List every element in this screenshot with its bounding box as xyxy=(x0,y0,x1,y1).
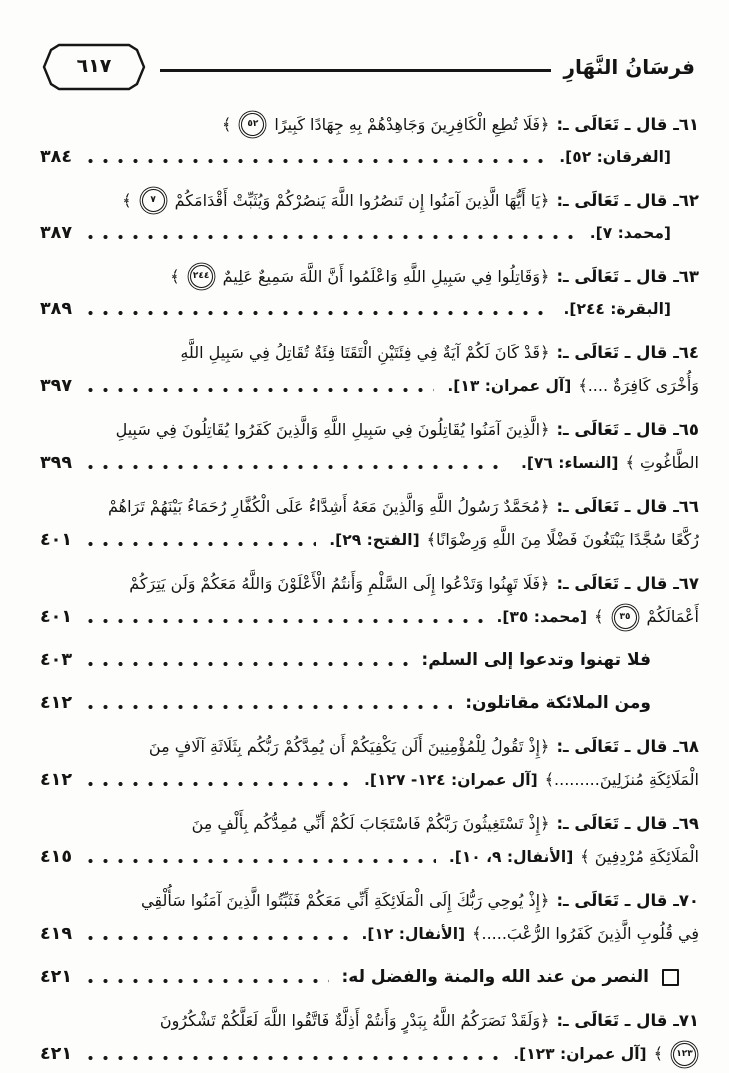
page-ref-number: ٤١٢ xyxy=(40,770,73,790)
square-bullet-icon xyxy=(662,969,679,986)
entry-line xyxy=(40,567,699,600)
page-ref-number: ٤١٥ xyxy=(40,847,73,867)
page-ref-number: ٤٠١ xyxy=(40,607,73,627)
page-ref-number: ٤٢١ xyxy=(40,1044,73,1064)
book-title: فرسَانُ النَّهَارِ xyxy=(563,55,695,79)
ayah-marker: ٣٥ xyxy=(614,606,637,629)
entry-line xyxy=(40,917,699,951)
verse-text: ﴿يَا أَيُّهَا الَّذِينَ آمَنُوا إِن تَنصُرُوا اللَّهَ يَنصُرْكُمْ وَيُثَبِّتْ أَقْدَامَكُمْ xyxy=(174,191,550,210)
page-ref-number: ٤١٩ xyxy=(40,924,73,944)
dot-leader xyxy=(83,661,408,667)
subheading-label: فلا تهنوا وتدعوا إلى السلم: xyxy=(421,650,651,670)
entry-line xyxy=(40,1037,699,1071)
entry-head: ٦٩ـ قال ـ تَعَالَى ـ: xyxy=(556,814,699,833)
toc-entry-62 xyxy=(40,184,699,250)
entry-line xyxy=(40,763,699,797)
entry-line xyxy=(40,807,699,840)
page-ref-number: ٣٨٤ xyxy=(40,147,73,167)
verse-text: الطَّاغُوتِ ﴾ xyxy=(625,453,699,472)
toc-entry-67 xyxy=(40,567,699,634)
entry-line xyxy=(40,108,699,141)
toc-bullet-item xyxy=(40,961,699,994)
toc-entry-70 xyxy=(40,884,699,951)
verse-text: الْمَلَائِكَةِ مُرْدِفِينَ ﴾ xyxy=(580,847,699,866)
verse-close-ornament: ﴾ xyxy=(170,267,180,286)
dot-leader xyxy=(83,935,348,941)
verse-reference: [الفتح: ٢٩]. xyxy=(329,531,420,549)
entry-line xyxy=(40,217,699,250)
dot-leader xyxy=(83,234,577,240)
toc-entry-68 xyxy=(40,730,699,797)
bullet-label: النصر من عند الله والمنة والفضل له: xyxy=(341,967,649,987)
entry-line xyxy=(40,141,699,174)
verse-reference: [الأنفال: ١٢]. xyxy=(361,925,466,943)
ayah-marker: ٧ xyxy=(142,189,165,212)
page-number-badge xyxy=(42,42,146,92)
toc-list xyxy=(0,92,729,1071)
entry-head: ٦٧ـ قال ـ تَعَالَى ـ: xyxy=(556,574,699,593)
verse-text: ﴿إِذْ تَسْتَغِيثُونَ رَبَّكُمْ فَاسْتَجَابَ لَكُمْ أَنِّي مُمِدُّكُم بِأَلْفٍ مِنَ xyxy=(191,814,550,833)
entry-line xyxy=(40,523,699,557)
entry-head: ٧٠ـ قال ـ تَعَالَى ـ: xyxy=(556,891,699,910)
entry-line xyxy=(40,413,699,446)
entry-line xyxy=(40,961,679,994)
dot-leader xyxy=(83,978,328,984)
entry-head: ٦٤ـ قال ـ تَعَالَى ـ: xyxy=(556,343,699,362)
entry-head: ٦٦ـ قال ـ تَعَالَى ـ: xyxy=(556,497,699,516)
ayah-marker: ١٢٣ xyxy=(673,1043,696,1066)
entry-line xyxy=(40,260,699,293)
verse-close-ornament: ﴾ xyxy=(122,191,132,210)
verse-reference: [آل عمران: ١٣]. xyxy=(447,377,572,395)
verse-reference: [الأنفال: ٩، ١٠]. xyxy=(448,848,574,866)
entry-line xyxy=(40,293,699,326)
page-ref-number: ٤٠٣ xyxy=(40,650,73,670)
verse-text: رُكَّعًا سُجَّدًا يَبْتَغُونَ فَضْلًا مِنَ اللَّهِ وَرِضْوَانًا﴾ xyxy=(426,530,699,549)
entry-head: ٦٥ـ قال ـ تَعَالَى ـ: xyxy=(556,420,699,439)
dot-leader xyxy=(83,541,316,547)
verse-text: ﴿وَقَاتِلُوا فِي سَبِيلِ اللَّهِ وَاعْلَمُوا أَنَّ اللَّهَ سَمِيعٌ عَلِيمٌ xyxy=(222,267,550,286)
dot-leader xyxy=(83,704,452,710)
entry-line xyxy=(40,369,699,403)
entry-line xyxy=(40,184,699,217)
entry-head: ٧١ـ قال ـ تَعَالَى ـ: xyxy=(556,1011,699,1030)
verse-close-ornament: ﴾ xyxy=(594,607,604,626)
entry-line xyxy=(40,644,651,677)
verse-text: ﴿إِذْ تَقُولُ لِلْمُؤْمِنِينَ أَلَن يَكْفِيَكُمْ أَن يُمِدَّكُمْ رَبُّكُم بِثَلَاثَةِ آلَافٍ مِنَ xyxy=(148,737,550,756)
verse-reference: [محمد: ٧]. xyxy=(589,224,671,242)
entry-line xyxy=(40,840,699,874)
verse-text: فِي قُلُوبِ الَّذِينَ كَفَرُوا الرُّعْبَ.....﴾ xyxy=(472,924,699,943)
subheading-label: ومن الملائكة مقاتلون: xyxy=(465,693,651,713)
verse-text: ﴿فَلَا تَهِنُوا وَتَدْعُوا إِلَى السَّلْمِ وَأَنتُمُ الْأَعْلَوْنَ وَاللَّهُ مَعَكُمْ وَلَن يَتِرَكُمْ xyxy=(129,574,550,593)
entry-line xyxy=(40,687,651,720)
entry-head: ٦٢ـ قال ـ تَعَالَى ـ: xyxy=(556,191,699,210)
verse-text: ﴿مُحَمَّدٌ رَسُولُ اللَّهِ وَالَّذِينَ مَعَهُ أَشِدَّاءُ عَلَى الْكُفَّارِ رُحَمَاءُ بَيْنَهُمْ تَرَاهُمْ xyxy=(108,497,550,516)
ayah-marker: ٢٤٤ xyxy=(190,265,213,288)
verse-close-ornament: ﴾ xyxy=(222,115,232,134)
entry-line xyxy=(40,490,699,523)
page-ref-number: ٤٢١ xyxy=(40,967,73,987)
entry-line xyxy=(40,446,699,480)
page-ref-number: ٤٠١ xyxy=(40,530,73,550)
entry-line xyxy=(40,336,699,369)
dot-leader xyxy=(83,618,483,624)
verse-text: ﴿قَدْ كَانَ لَكُمْ آيَةٌ فِي فِئَتَيْنِ الْتَقَتَا فِئَةٌ تُقَاتِلُ فِي سَبِيلِ اللَّهِ xyxy=(180,343,550,362)
verse-reference: [البقرة: ٢٤٤]. xyxy=(563,300,671,318)
entry-line xyxy=(40,1004,699,1037)
verse-text: ﴿فَلَا تُطِعِ الْكَافِرِينَ وَجَاهِدْهُمْ بِهِ جِهَادًا كَبِيرًا xyxy=(274,115,550,134)
entry-line xyxy=(40,884,699,917)
verse-reference: [محمد: ٣٥]. xyxy=(496,608,588,626)
verse-text: وَأُخْرَى كَافِرَةٌ ....﴾ xyxy=(578,376,699,395)
page-ref-number: ٣٨٧ xyxy=(40,223,73,243)
dot-leader xyxy=(83,464,508,470)
verse-text: ﴿وَلَقَدْ نَصَرَكُمُ اللَّهُ بِبَدْرٍ وَأَنتُمْ أَذِلَّةٌ فَاتَّقُوا اللَّهَ لَعَلَّكُمْ تَشْكُرُونَ xyxy=(159,1011,550,1030)
toc-entry-64 xyxy=(40,336,699,403)
verse-text: ﴿الَّذِينَ آمَنُوا يُقَاتِلُونَ فِي سَبِيلِ اللَّهِ وَالَّذِينَ كَفَرُوا يُقَاتِلُونَ فِي سَبِيلِ xyxy=(115,420,550,439)
dot-leader xyxy=(83,1055,500,1061)
dot-leader xyxy=(83,781,351,787)
dot-leader xyxy=(83,310,550,316)
toc-entry-69 xyxy=(40,807,699,874)
toc-entry-66 xyxy=(40,490,699,557)
entry-head: ٦٣ـ قال ـ تَعَالَى ـ: xyxy=(556,267,699,286)
ayah-marker: ٥٢ xyxy=(241,113,264,136)
toc-subheading xyxy=(40,644,699,677)
verse-text: أَعْمَالَكُمْ xyxy=(646,607,699,626)
verse-text: الْمَلَائِكَةِ مُنزَلِينَ.........﴾ xyxy=(544,770,699,789)
verse-reference: [النساء: ٧٦]. xyxy=(520,454,619,472)
toc-entry-71 xyxy=(40,1004,699,1071)
page-ref-number: ٣٩٩ xyxy=(40,453,73,473)
dot-leader xyxy=(83,387,434,393)
toc-entry-65 xyxy=(40,413,699,480)
entry-head: ٦١ـ قال ـ تَعَالَى ـ: xyxy=(556,115,699,134)
page-ref-number: ٤١٢ xyxy=(40,693,73,713)
page-number: ٦١٧ xyxy=(76,55,112,77)
toc-entry-61 xyxy=(40,108,699,174)
verse-close-ornament: ﴾ xyxy=(653,1044,663,1063)
toc-entry-63 xyxy=(40,260,699,326)
dot-leader xyxy=(83,158,546,164)
verse-reference: [آل عمران: ١٢٣]. xyxy=(513,1045,647,1063)
verse-text: ﴿إِذْ يُوحِي رَبُّكَ إِلَى الْمَلَائِكَةِ أَنِّي مَعَكُمْ فَثَبِّتُوا الَّذِينَ آمَنُوا سَأُلْقِي xyxy=(141,891,550,910)
entry-line xyxy=(40,730,699,763)
verse-reference: [الفرقان: ٥٢]. xyxy=(559,148,671,166)
page-ref-number: ٣٨٩ xyxy=(40,299,73,319)
header-rule xyxy=(160,69,551,72)
verse-reference: [آل عمران: ١٢٤- ١٢٧]. xyxy=(364,771,538,789)
entry-line xyxy=(40,600,699,634)
toc-subheading xyxy=(40,687,699,720)
page-header xyxy=(0,0,729,92)
entry-head: ٦٨ـ قال ـ تَعَالَى ـ: xyxy=(556,737,699,756)
dot-leader xyxy=(83,858,436,864)
page-ref-number: ٣٩٧ xyxy=(40,376,73,396)
